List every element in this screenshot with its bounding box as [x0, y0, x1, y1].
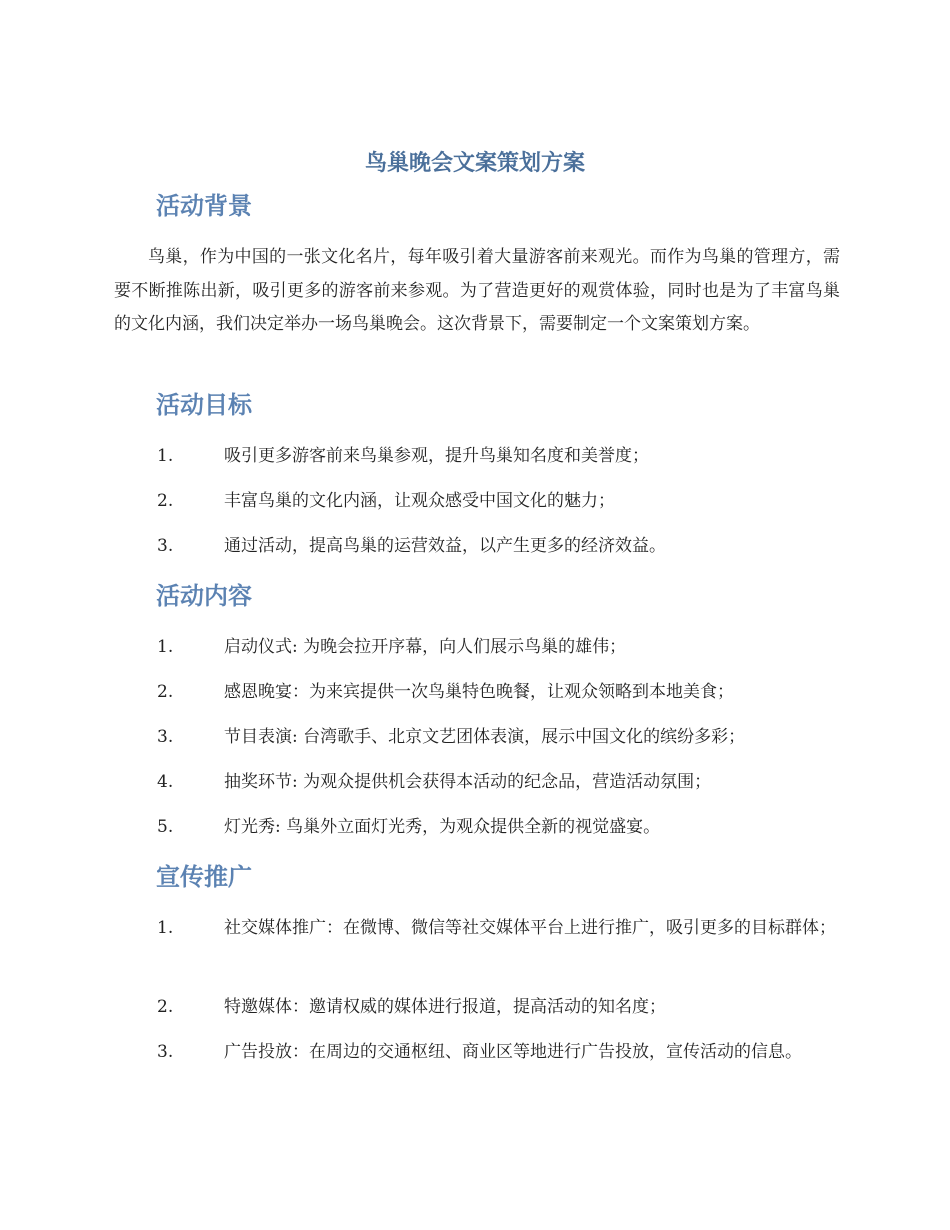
list-item-text: 特邀媒体：邀请权威的媒体进行报道，提高活动的知名度；	[224, 997, 666, 1017]
list-item-number: 5.	[157, 817, 174, 837]
list-item-number: 3.	[157, 1042, 174, 1062]
list-item-number: 1.	[157, 637, 174, 657]
list-item-number: 1.	[157, 446, 174, 466]
background-paragraph: 鸟巢，作为中国的一张文化名片，每年吸引着大量游客前来观光。而作为鸟巢的管理方，需要不断推陈出新，吸引更多的游客前来参观。为了营造更好的观赏体验，同时也是为了丰富鸟巢的文化内涵，我们决定举办一场鸟巢晚会。这次背景下，需要制定一个文案策划方案。	[114, 247, 840, 334]
list-item-text: 广告投放：在周边的交通枢纽、商业区等地进行广告投放，宣传活动的信息。	[224, 1042, 802, 1062]
list-item-number: 4.	[157, 772, 174, 792]
list-item-text: 丰富鸟巢的文化内涵，让观众感受中国文化的魅力；	[224, 491, 615, 511]
section-heading-background: 活动背景	[156, 192, 252, 220]
section-heading-promotion: 宣传推广	[156, 863, 252, 891]
list-item	[114, 530, 840, 564]
list-item	[114, 721, 840, 755]
list-item	[114, 1036, 840, 1070]
list-item	[114, 811, 840, 845]
list-item	[114, 676, 840, 710]
list-item-number: 3.	[157, 727, 174, 747]
list-item	[114, 485, 840, 519]
list-item-text: 通过活动，提高鸟巢的运营效益，以产生更多的经济效益。	[224, 536, 666, 556]
list-item	[114, 766, 840, 800]
list-item-number: 2.	[157, 491, 174, 511]
list-item-text: 启动仪式: 为晚会拉开序幕，向人们展示鸟巢的雄伟；	[224, 637, 627, 657]
list-item-text: 吸引更多游客前来鸟巢参观，提升鸟巢知名度和美誉度；	[224, 446, 649, 466]
list-item-text: 节目表演: 台湾歌手、北京文艺团体表演，展示中国文化的缤纷多彩；	[224, 727, 746, 747]
section-heading-goals: 活动目标	[156, 391, 252, 419]
list-item-text: 抽奖环节: 为观众提供机会获得本活动的纪念品，营造活动氛围；	[224, 772, 712, 792]
list-item-number: 1.	[157, 918, 174, 938]
list-item	[114, 440, 840, 474]
list-item-text: 社交媒体推广：在微博、微信等社交媒体平台上进行推广，吸引更多的目标群体；	[224, 918, 836, 938]
list-item-number: 3.	[157, 536, 174, 556]
section-heading-content: 活动内容	[156, 582, 252, 610]
list-item-text: 感恩晚宴：为来宾提供一次鸟巢特色晚餐，让观众领略到本地美食；	[224, 682, 734, 702]
document-title: 鸟巢晚会文案策划方案	[364, 151, 585, 176]
list-item	[114, 631, 840, 665]
list-item-number: 2.	[157, 997, 174, 1017]
list-item	[114, 991, 840, 1025]
list-item-text: 灯光秀: 鸟巢外立面灯光秀，为观众提供全新的视觉盛宴。	[224, 817, 661, 837]
list-item-number: 2.	[157, 682, 174, 702]
list-item	[114, 912, 840, 946]
